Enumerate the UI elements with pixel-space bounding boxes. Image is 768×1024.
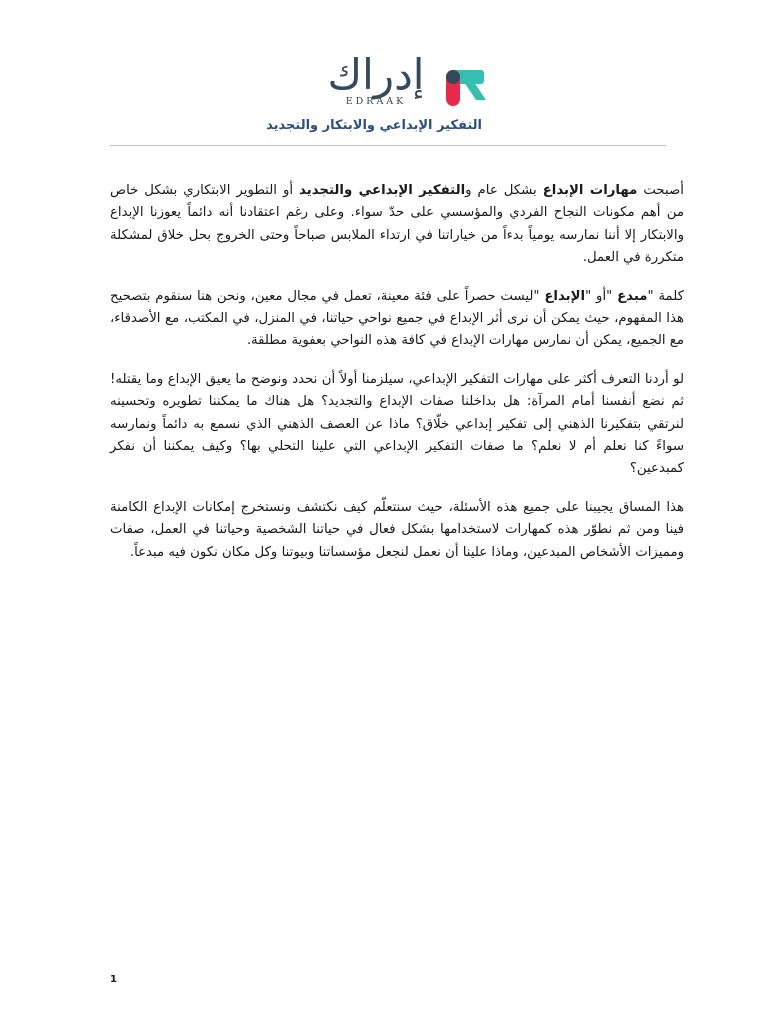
text-run: كلمة " [647, 288, 684, 304]
paragraph-4 [110, 497, 684, 564]
document-header [0, 40, 768, 140]
text-run: أو التطوير الابتكاري بشكل خاص من أهم مكونات النجاح الفردي والمؤسسي على حدّ سواء. وعلى رغم اعتقادنا أنه دائماً يعوزنا الإبداع والابتكار إلا أننا نمارسه يومياً بدءاً من خياراتنا في ارتداء الملابس صباحاً وحتى الخروج بحل خلاق لمشكلة متكررة في العمل. [110, 183, 684, 266]
bold-term-creator: مبدع [617, 288, 648, 304]
logo-wordmark-arabic: إدراك [327, 50, 425, 99]
paragraph-3 [110, 369, 684, 481]
text-run: أصبحت [637, 183, 685, 198]
bold-term-creative-skills: مهارات الإبداع [542, 183, 638, 198]
logo-wordmark-english: EDRAAK [345, 96, 407, 107]
text-run: هذا المساق يجيبنا على جميع هذه الأسئلة، حيث سنتعلّم كيف نكتشف ونستخرج إمكانات الإبداع الكامنة فينا ومن ثم نطوّر هذه كمهارات لاستخدامها بشكل فعال في حياتنا الشخصية وحياتنا في العمل، صفات ومميزات الأشخاص المبدعين، وماذا علينا أن نعمل لنجعل مؤسساتنا وبيوتنا وكل مكان نكون فيه مبدعاً. [110, 499, 684, 560]
document-body [110, 180, 684, 580]
edraak-logo-icon [442, 68, 488, 108]
text-run: بشكل عام و [465, 183, 543, 198]
page-number: 1 [110, 974, 117, 985]
text-run: "أو " [585, 288, 618, 304]
text-run: لو أردنا التعرف أكثر على مهارات التفكير الإبداعي، سيلزمنا أولاً أن نحدد ونوضح ما يعيق الإبداع وما يقتله! ثم نضع أنفسنا أمام المرآة: هل بداخلنا صفات الإبداع والتجديد؟ هل هناك ما يمكننا تطويره وتحسينه لنرتقي بتفكيرنا الذهني إلى تفكير إبداعي خلّاق؟ ماذا عن العصف الذهني الذي نسمع به دائماً ونمارسه سواءً كنا نعلم أم لا نعلم؟ ما صفات التفكير الإبداعي التي علينا التحلي بها؟ وكيف يمكننا أن نفكر كمبدعين؟ [110, 371, 684, 477]
bold-term-creative-thinking: التفكير الإبداعي والتجديد [299, 183, 466, 198]
text-run: "ليست حصراً على فئة معينة، تعمل في مجال معين، ونحن هنا سنقوم بتصحيح هذا المفهوم، حيث يمكن أن نرى أثر الإبداع في جميع نواحي حياتنا، في المنزل، في المكتب، مع الأصدقاء، مع الجميع، يمكن أن نمارس مهارات الإبداع في كافة هذه النواحي بعفوية مطلقة. [110, 288, 684, 349]
paragraph-2 [110, 286, 684, 353]
header-divider [110, 145, 666, 146]
paragraph-1 [110, 180, 684, 270]
course-subtitle: التفكير الإبداعي والابتكار والتجديد [266, 118, 482, 133]
bold-term-creativity: الإبداع [544, 288, 586, 304]
